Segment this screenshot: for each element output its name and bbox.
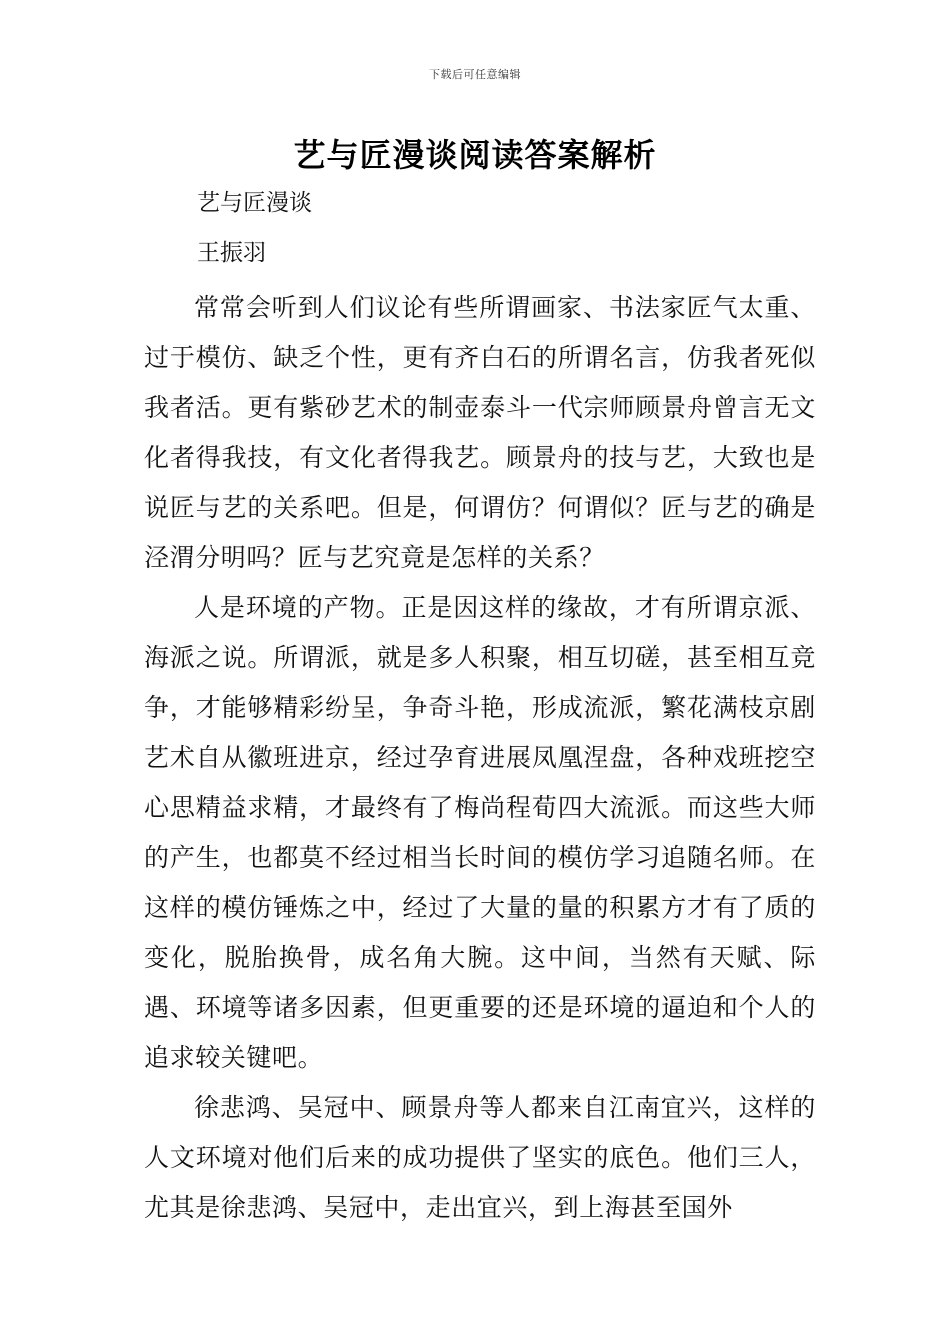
article-title: 艺与匠漫谈 xyxy=(197,190,312,216)
paragraph: 徐悲鸿、吴冠中、顾景舟等人都来自江南宜兴，这样的人文环境对他们后来的成功提供了坚实的底色。他们三人，尤其是徐悲鸿、吴冠中，走出宜兴，到上海甚至国外 xyxy=(144,1093,816,1222)
author-name: 王振羽 xyxy=(197,240,266,266)
paragraph: 人是环境的产物。正是因这样的缘故，才有所谓京派、海派之说。所谓派，就是多人积聚，相互切磋，甚至相互竞争，才能够精彩纷呈，争奇斗艳，形成流派，繁花满枝京剧艺术自从徽班进京，经过孕育进展凤凰涅盘，各种戏班挖空心思精益求精，才最终有了梅尚程荀四大流派。而这些大师的产生，也都莫不经过相当长时间的模仿学习追随名师。在这样的模仿锤炼之中，经过了大量的量的积累方才有了质的变化，脱胎换骨，成名角大腕。这中间，当然有天赋、际遇、环境等诸多因素，但更重要的还是环境的逼迫和个人的追求较关键吧。 xyxy=(144,593,816,1072)
page-title: 艺与匠漫谈阅读答案解析 xyxy=(293,136,657,174)
article-body xyxy=(144,283,816,1233)
header-note: 下载后可任意编辑 xyxy=(429,68,521,81)
paragraph: 常常会听到人们议论有些所谓画家、书法家匠气太重、过于模仿、缺乏个性，更有齐白石的所谓名言，仿我者死似我者活。更有紫砂艺术的制壶泰斗一代宗师顾景舟曾言无文化者得我技，有文化者得我艺。顾景舟的技与艺，大致也是说匠与艺的关系吧。但是，何谓仿？何谓似？匠与艺的确是泾渭分明吗？匠与艺究竟是怎样的关系？ xyxy=(144,293,816,572)
